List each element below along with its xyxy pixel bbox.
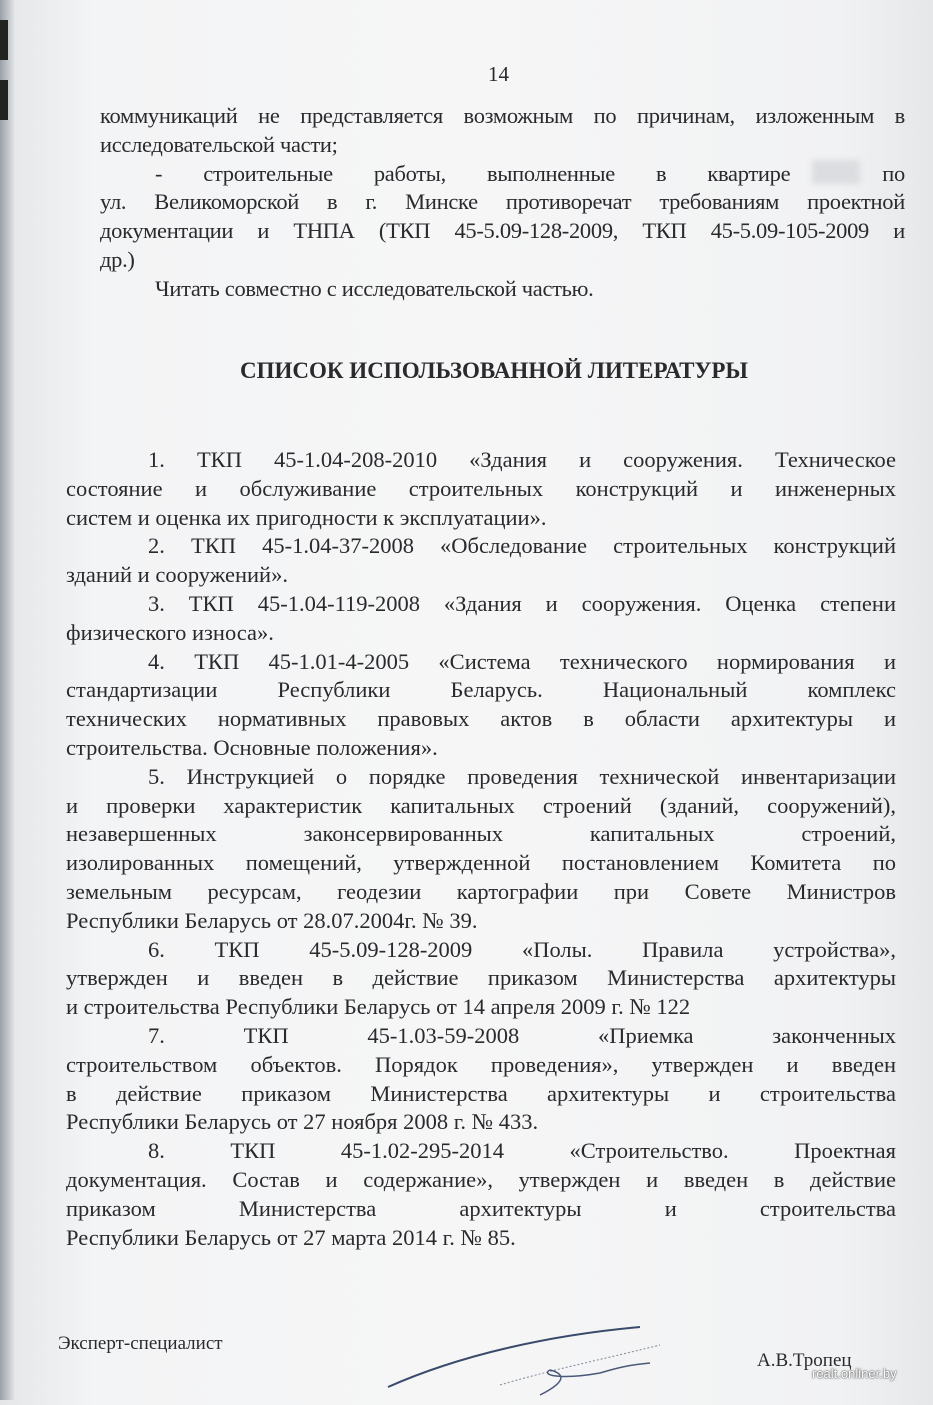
binding-mark [0, 20, 8, 60]
reference-line: строительства. Основные положения». [66, 734, 438, 760]
reference-line: документация. Состав и содержание», утвержден и введен в действие [66, 1166, 896, 1192]
signer-role: Эксперт-специалист [58, 1333, 223, 1354]
reference-line: утвержден и введен в действие приказом Министерства архитектуры [66, 965, 896, 991]
text-line: ул. Великоморской в г. Минске противоречат требованиям проектной [100, 189, 905, 215]
watermark: realt.onliner.by [812, 1366, 897, 1381]
reference-item [66, 590, 896, 648]
reference-line: и строительства Республики Беларусь от 14 апреля 2009 г. № 122 [66, 994, 691, 1020]
text-line [100, 160, 905, 189]
reference-item [66, 648, 896, 763]
reference-line: 7. ТКП 45-1.03-59-2008 «Приемка законченных [148, 1022, 896, 1048]
reference-item [66, 936, 896, 1022]
binding-mark [0, 80, 8, 120]
reference-line: незавершенных законсервированных капитальных строений, [66, 821, 896, 847]
reference-line: физического износа». [66, 619, 274, 645]
references-heading: СПИСОК ИСПОЛЬЗОВАННОЙ ЛИТЕРАТУРЫ [239, 358, 749, 383]
reference-line: 1. ТКП 45-1.04-208-2010 «Здания и сооружения. Техническое [148, 447, 896, 472]
reference-line: Республики Беларусь от 27 ноября 2008 г. № 433. [66, 1109, 539, 1135]
reference-line: в действие приказом Министерства архитектуры и строительства [66, 1080, 896, 1106]
reference-line: 5. Инструкцией о порядке проведения технической инвентаризации [148, 763, 896, 789]
reference-line: Республики Беларусь от 28.07.2004г. № 39. [66, 907, 478, 933]
reference-line: 8. ТКП 45-1.02-295-2014 «Строительство. Проектная [148, 1138, 896, 1164]
reference-line: 6. ТКП 45-5.09-128-2009 «Полы. Правила устройства», [148, 936, 896, 962]
text-line: др.) [100, 246, 135, 272]
text-line: Читать совместно с исследовательской частью. [155, 275, 594, 301]
signer-name: А.В.Тропец [757, 1350, 852, 1371]
reference-item [66, 1022, 896, 1137]
references-list [66, 446, 896, 1252]
page-number: 14 [488, 62, 509, 86]
text-line: документации и ТНПА (ТКП 45-5.09-128-2009, ТКП 45-5.09-105-2009 и [100, 218, 905, 244]
reference-line: состояние и обслуживание строительных конструкций и инженерных [66, 475, 896, 501]
reference-item [66, 446, 896, 532]
reference-line: приказом Министерства архитектуры и строительства [66, 1195, 896, 1221]
reference-line: зданий и сооружений». [66, 562, 288, 588]
reference-item [66, 532, 896, 590]
reference-line: 2. ТКП 45-1.04-37-2008 «Обследование строительных конструкций [148, 533, 896, 559]
reference-item [66, 1137, 896, 1252]
reference-line: 4. ТКП 45-1.01-4-2005 «Система технического нормирования и [148, 648, 896, 674]
text-line: коммуникаций не представляется возможным по причинам, изложенным в [100, 103, 905, 128]
text-fragment: - строительные работы, выполненные в квартире [155, 160, 791, 186]
reference-line: 3. ТКП 45-1.04-119-2008 «Здания и сооружения. Оценка степени [148, 590, 896, 616]
redacted-apartment-number [812, 160, 860, 184]
handwritten-signature [380, 1315, 740, 1405]
page-edge [0, 0, 14, 1400]
reference-line: стандартизации Республики Беларусь. Национальный комплекс [66, 677, 896, 703]
reference-line: земельным ресурсам, геодезии картографии при Совете Министров [66, 878, 896, 904]
reference-line: технических нормативных правовых актов в области архитектуры и [66, 706, 896, 732]
reference-line: строительством объектов. Порядок проведения», утвержден и введен [66, 1051, 896, 1077]
reference-item [66, 763, 896, 936]
reference-line: изолированных помещений, утвержденной постановлением Комитета по [66, 850, 896, 876]
conclusion-text [100, 102, 905, 304]
text-line: исследовательской части; [100, 131, 338, 157]
reference-line: Республики Беларусь от 27 марта 2014 г. № 85. [66, 1224, 516, 1250]
reference-line: систем и оценка их пригодности к эксплуатации». [66, 504, 547, 530]
reference-line: и проверки характеристик капитальных строений (зданий, сооружений), [66, 792, 896, 818]
text-fragment: по [882, 160, 905, 186]
